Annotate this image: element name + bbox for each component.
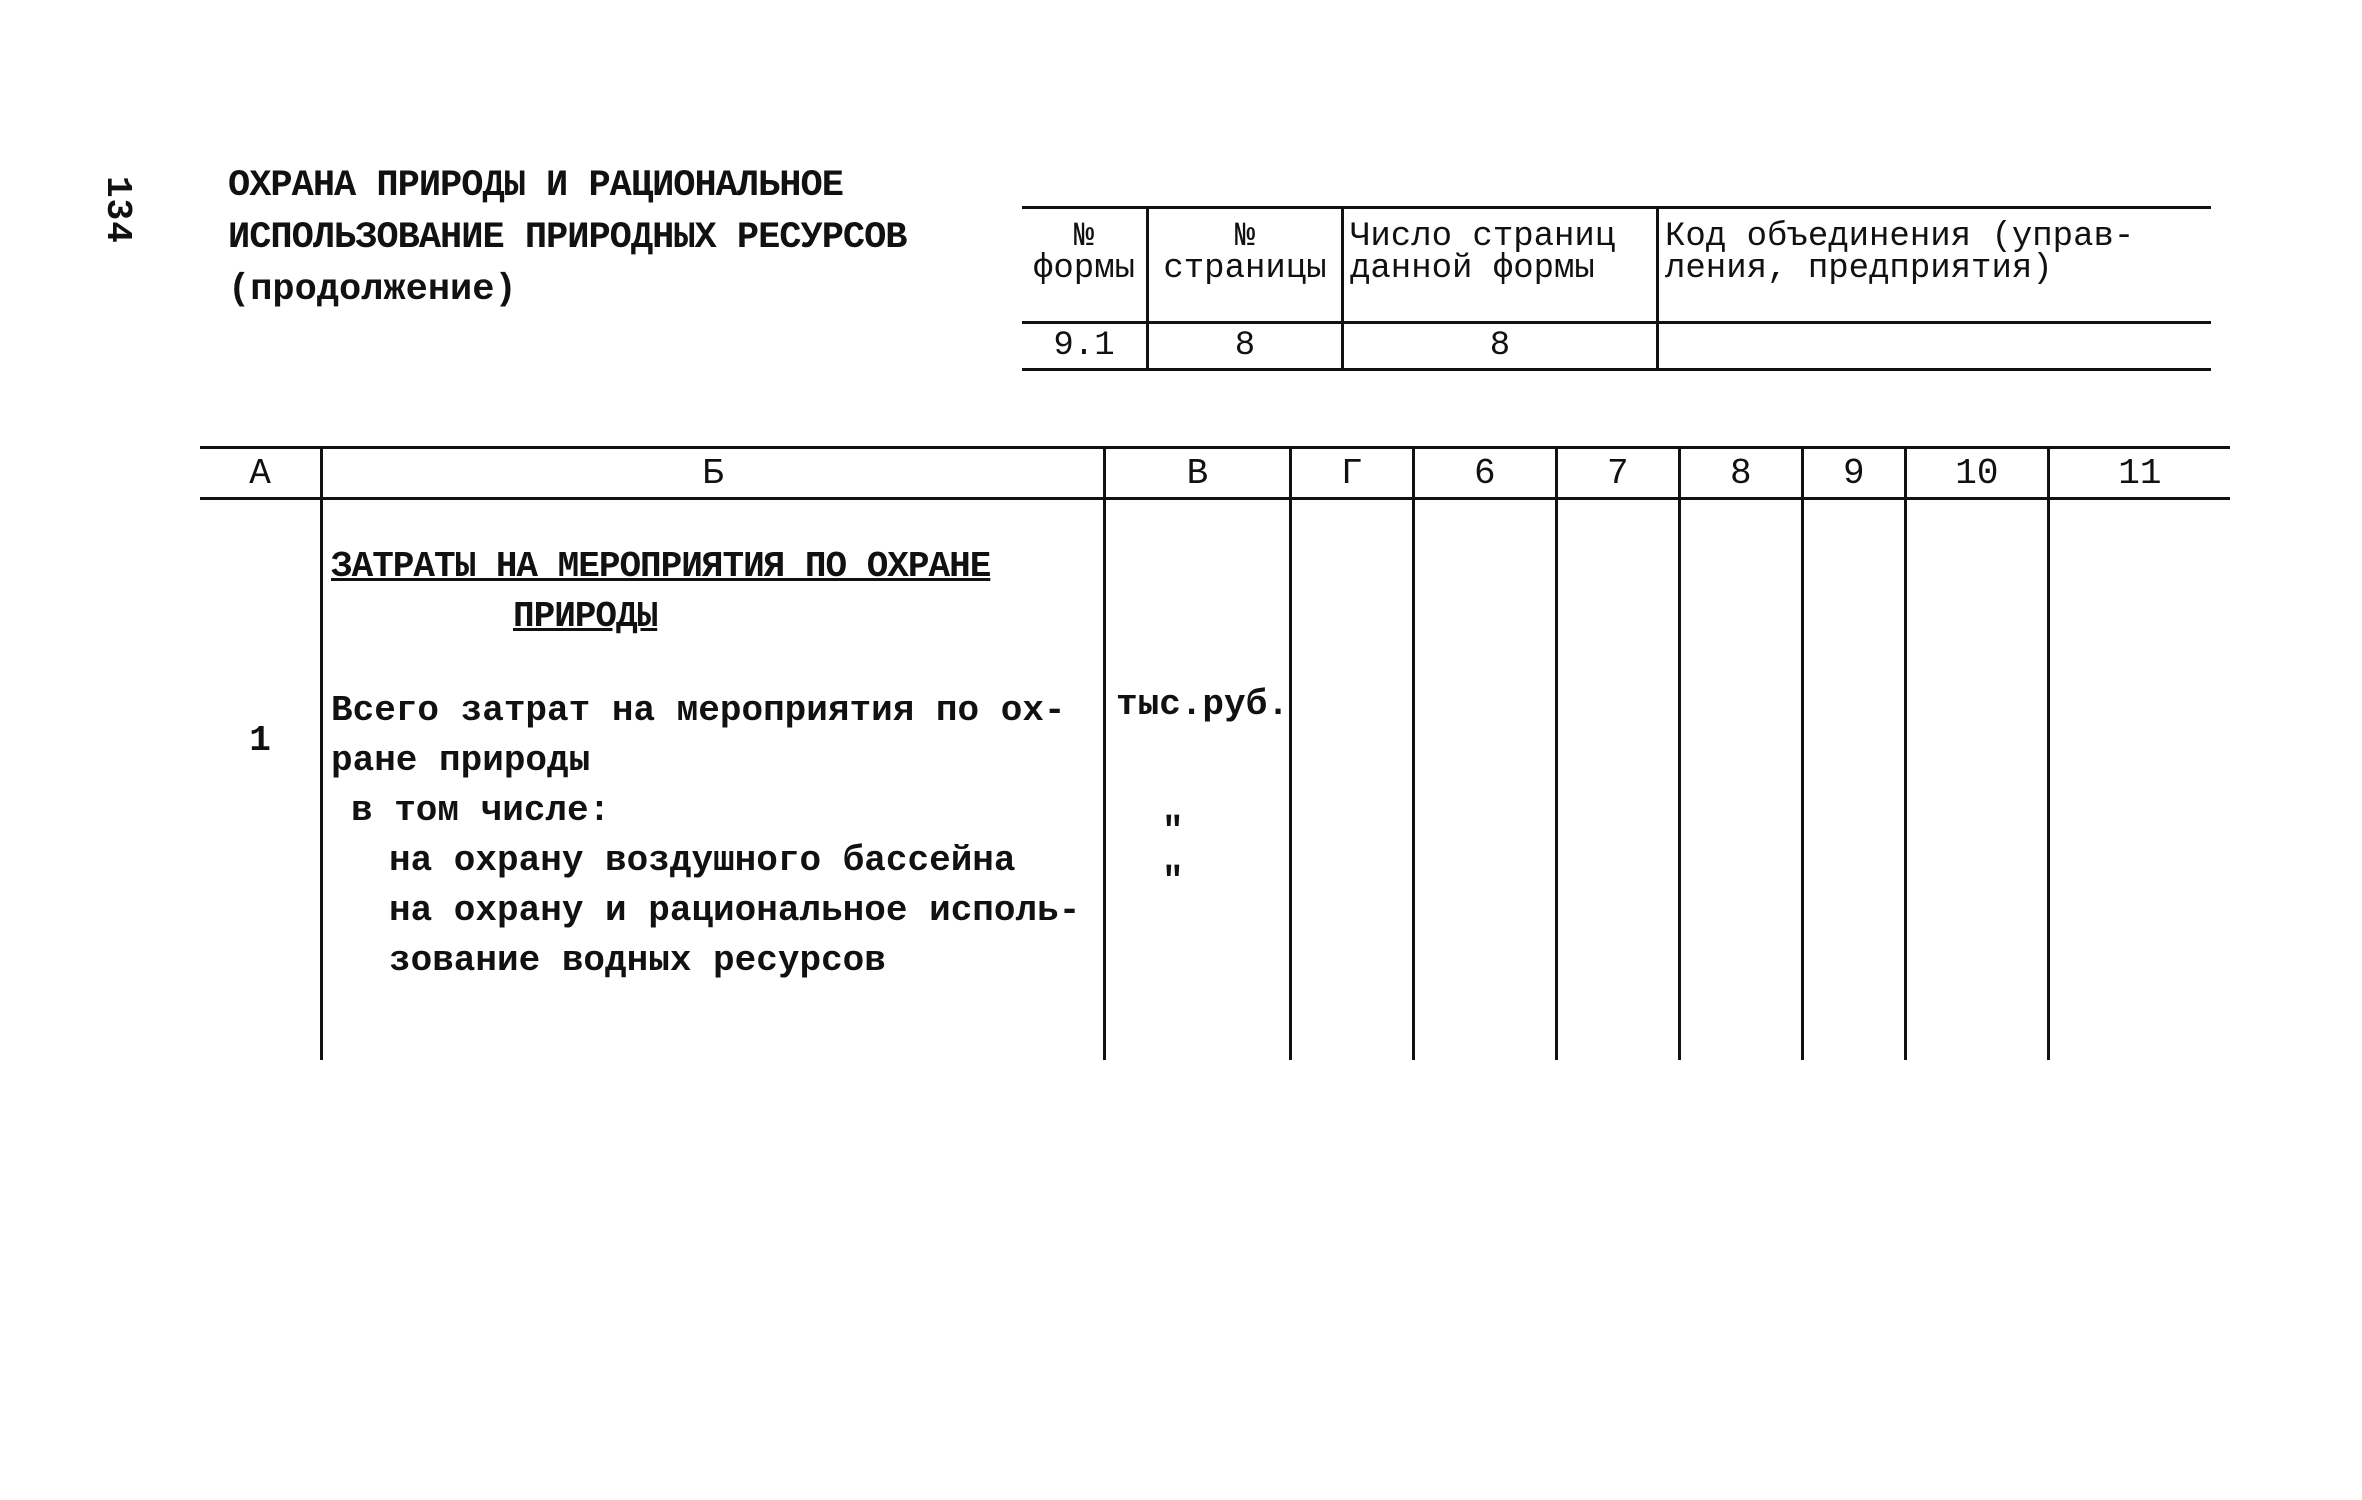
line-total: Всего затрат на мероприятия по ох- xyxy=(331,690,1066,731)
cell-8 xyxy=(1679,499,1802,1061)
table-row xyxy=(200,499,2230,1061)
line-water: на охрану и рациональное исполь- xyxy=(389,890,1081,931)
form-info-table xyxy=(1022,206,2211,371)
ditto-mark: " xyxy=(1162,861,1184,902)
cell-7 xyxy=(1556,499,1679,1061)
value-pages-count: 8 xyxy=(1343,323,1658,370)
col-header-g: Г xyxy=(1290,448,1413,499)
value-form-no: 9.1 xyxy=(1022,323,1148,370)
cell-6 xyxy=(1413,499,1556,1061)
title-line-3: (продолжение) xyxy=(228,269,517,311)
col-header-10: 10 xyxy=(1905,448,2048,499)
main-table xyxy=(200,446,2230,1060)
unit-label: тыс.руб. xyxy=(1116,684,1289,725)
col-header-v: В xyxy=(1105,448,1291,499)
cell-g xyxy=(1290,499,1413,1061)
cell-9 xyxy=(1802,499,1905,1061)
col-header-6: 6 xyxy=(1413,448,1556,499)
row-number: 1 xyxy=(249,720,271,761)
form-title xyxy=(228,160,907,316)
cell-11 xyxy=(2048,499,2230,1061)
title-line-2: ИСПОЛЬЗОВАНИЕ ПРИРОДНЫХ РЕСУРСОВ xyxy=(228,217,907,259)
header-pages-count: Число страниц данной формы xyxy=(1343,208,1658,323)
line-total-cont: ране природы xyxy=(331,740,591,781)
cell-row-number xyxy=(200,499,322,1061)
col-header-a: А xyxy=(200,448,322,499)
line-including: в том числе: xyxy=(351,790,611,831)
section-title: ЗАТРАТЫ НА МЕРОПРИЯТИЯ ПО ОХРАНЕ ПРИРОДЫ xyxy=(331,546,991,637)
ditto-mark: " xyxy=(1162,811,1184,852)
line-water-cont: зование водных ресурсов xyxy=(389,940,886,981)
cell-unit xyxy=(1105,499,1291,1061)
title-line-1: ОХРАНА ПРИРОДЫ И РАЦИОНАЛЬНОЕ xyxy=(228,165,843,207)
line-air: на охрану воздушного бассейна xyxy=(389,840,1016,881)
col-header-8: 8 xyxy=(1679,448,1802,499)
column-header-row xyxy=(200,448,2230,499)
value-page-no: 8 xyxy=(1148,323,1343,370)
header-form-no: № формы xyxy=(1022,208,1148,323)
col-header-7: 7 xyxy=(1556,448,1679,499)
col-header-9: 9 xyxy=(1802,448,1905,499)
value-org-code xyxy=(1658,323,2212,370)
cell-description xyxy=(322,499,1105,1061)
col-header-b: Б xyxy=(322,448,1105,499)
page-number: 134 xyxy=(97,176,138,244)
col-header-11: 11 xyxy=(2048,448,2230,499)
header-page-no: № страницы xyxy=(1148,208,1343,323)
header-org-code: Код объединения (управ- ления, предприятия) xyxy=(1658,208,2212,323)
cell-10 xyxy=(1905,499,2048,1061)
